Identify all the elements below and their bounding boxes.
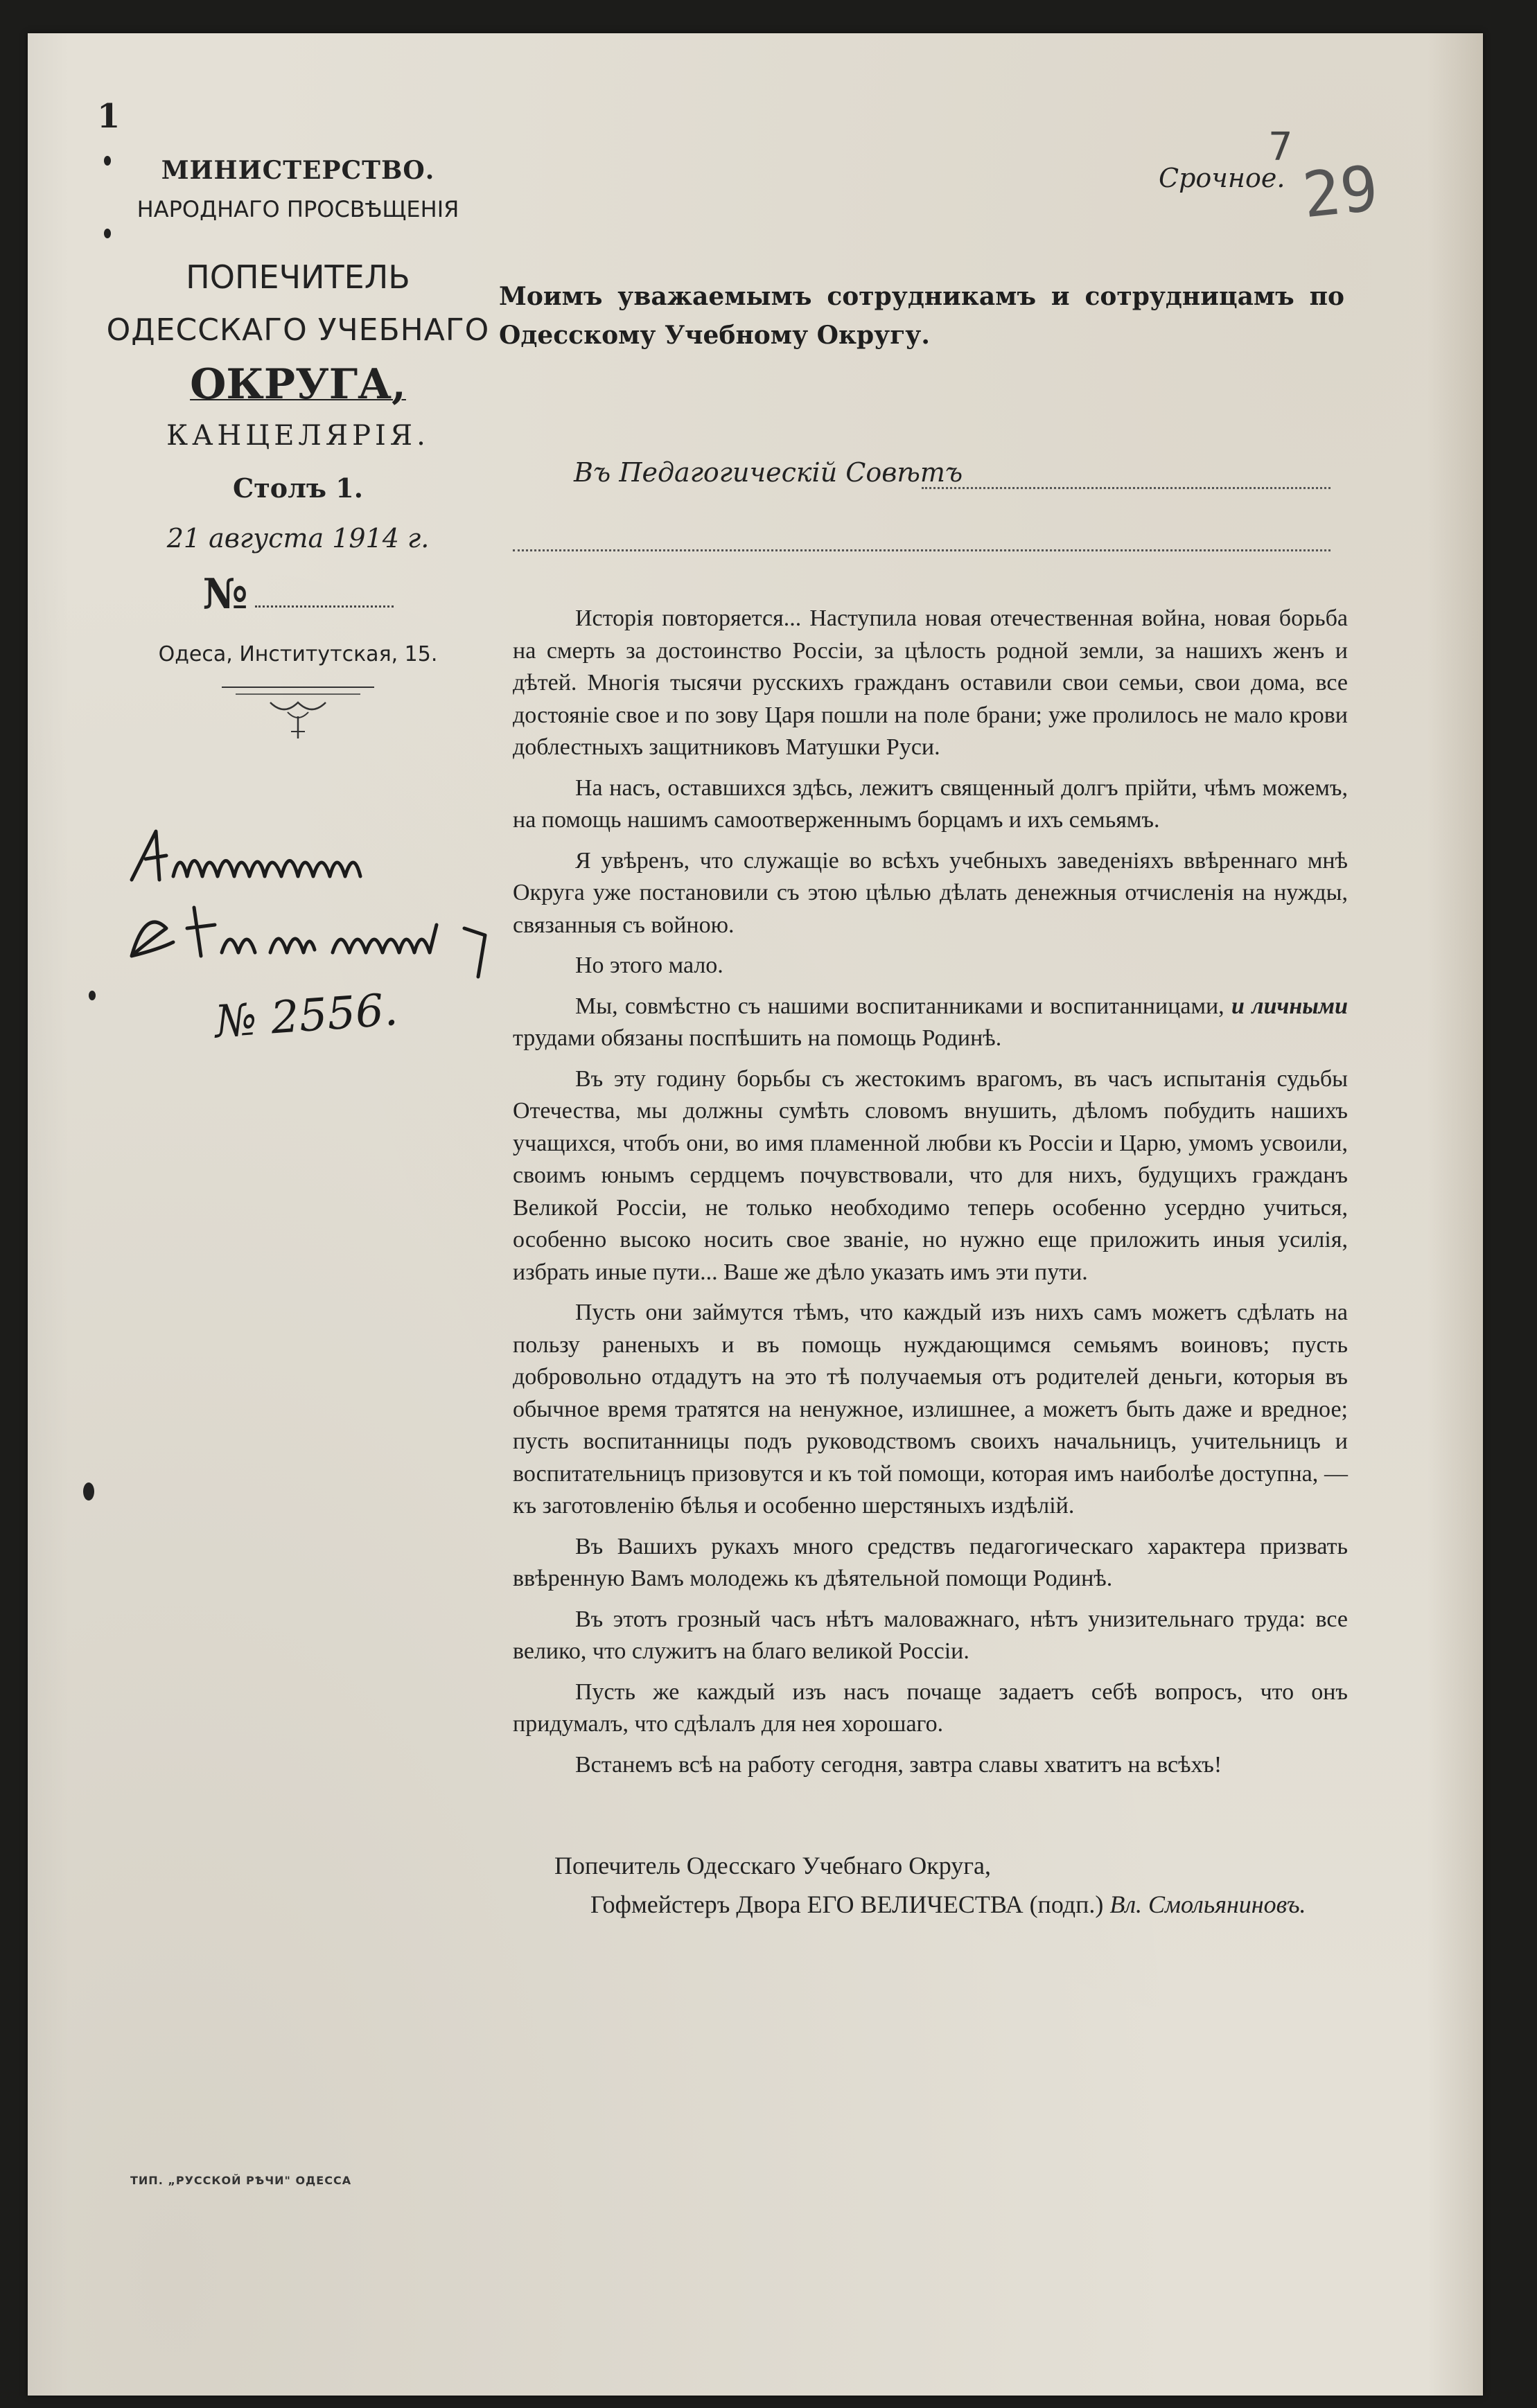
chancellery-title: КАНЦЕЛЯРІЯ. (166, 420, 430, 452)
addressee-dotted-line-2 (513, 549, 1330, 551)
body-text-span: Мы, совмѣстно съ нашими воспитанниками и воспитанницами, (575, 993, 1231, 1019)
addressee-dotted-line (922, 487, 1330, 489)
addressee-line: Въ Педагогическій Совѣтъ (574, 457, 963, 488)
body-paragraph: Встанемъ всѣ на работу сегодня, завтра славы хватитъ на всѣхъ! (575, 1751, 1222, 1778)
folio-top-mark: 7 (1268, 125, 1293, 170)
printer-imprint: ТИП. „РУССКОЙ РѢЧИ" ОДЕССА (130, 2174, 352, 2187)
body-paragraph: Исторія повторяется... Наступила новая отечественная война, новая борьба на смерть за достоинство Россіи, за цѣлость родной земли, за нашихъ женъ и дѣтей. Многія тысячи русскихъ гражданъ оставили свои семьи, свои дома, все достояніе свое и по зову Царя пошли на поле брани; уже пролилось не мало крови доблестныхъ защитниковъ Матушки Руси. (513, 605, 1348, 760)
document-date: 21 августа 1914 г. (166, 523, 430, 554)
letterhead (104, 142, 492, 747)
paper-fold-shadow (1428, 33, 1483, 2396)
corner-mark: 1 (97, 97, 121, 136)
number-dotted-line (255, 605, 394, 608)
body-paragraph: На насъ, оставшихся здѣсь, лежитъ священный долгъ прійти, чѣмъ можемъ, на помощь нашимъ самоотверженнымъ борцамъ и ихъ семьямъ. (513, 774, 1348, 833)
signature-block (554, 1846, 1358, 1924)
ministry-title: МИНИСТЕРСТВО. (161, 156, 435, 185)
body-paragraph: Въ Вашихъ рукахъ много средствъ педагогическаго характера призвать ввѣренную Вамъ молодежь къ дѣятельной помощи Родинѣ. (513, 1533, 1348, 1591)
office-address: Одеса, Институтская, 15. (158, 642, 438, 666)
number-sign: № (202, 570, 248, 619)
body-paragraph: Я увѣренъ, что служащіе во всѣхъ учебныхъ заведеніяхъ ввѣреннаго мнѣ Округа уже постановили съ этою цѣлью дѣлать денежныя отчисленія на нужды, связанныя съ войною. (513, 847, 1348, 938)
urgent-mark: Срочное. (1159, 163, 1285, 193)
body-paragraph: Въ этотъ грозный часъ нѣтъ маловажнаго, нѣтъ унизительнаго труда: все велико, что служитъ на благо великой Россіи. (513, 1606, 1348, 1664)
handwritten-resolution (118, 817, 506, 1053)
trustee-title: ПОПЕЧИТЕЛЬ (186, 258, 410, 296)
outgoing-number-field (104, 570, 492, 619)
document-heading: Моимъ уважаемымъ сотрудникамъ и сотрудницамъ по Одесскому Учебному Округу. (499, 282, 1344, 350)
ornament-flourish (222, 682, 374, 744)
okruga-title: ОКРУГА, (190, 360, 406, 409)
district-title: ОДЕССКАГО УЧЕБНАГО (106, 312, 490, 348)
signature-rank (554, 1885, 1358, 1924)
letter-body (513, 603, 1348, 1789)
binder-hole-mark (89, 991, 96, 1000)
handwritten-number: № 2556. (213, 984, 400, 1049)
body-paragraph-emphasis (513, 991, 1348, 1055)
body-paragraph: Пусть же каждый изъ насъ почаще задаетъ себѣ вопросъ, что онъ придумалъ, что сдѣлалъ для нея хорошаго. (513, 1679, 1348, 1737)
signature-name: Вл. Смольяниновъ. (1109, 1891, 1306, 1918)
body-text-span: трудами обязаны поспѣшить на помощь Родинѣ. (513, 1025, 1002, 1051)
handwritten-scrawl (118, 817, 506, 998)
body-paragraph: Пусть они займутся тѣмъ, что каждый изъ нихъ самъ можетъ сдѣлать на пользу раненыхъ и въ помощь нуждающимся семьямъ воиновъ; пусть добровольно отдадутъ на это тѣ получаемыя отъ родителей деньги, которыя въ обычное время тратятся на ненужное, излишнее, а можетъ быть даже и вредное; пусть воспитанницы подъ руководствомъ своихъ начальницъ, учительницъ и воспитательницъ призовутся и къ той помощи, которая имъ наиболѣе доступна, — къ заготовленію бѣлья и особенно шерстяныхъ издѣлій. (513, 1300, 1348, 1519)
body-emphasis-span: и личными (1231, 993, 1348, 1019)
folio-number: 29 (1299, 152, 1382, 233)
ministry-subtitle: НАРОДНАГО ПРОСВѢЩЕНІЯ (137, 196, 459, 222)
signature-title: Попечитель Одесскаго Учебнаго Округа, (554, 1852, 992, 1879)
signature-rank-text: Гофмейстеръ Двора ЕГО ВЕЛИЧЕСТВА (подп.) (590, 1891, 1104, 1918)
body-paragraph: Въ эту годину борьбы съ жестокимъ врагомъ, въ часъ испытанія судьбы Отечества, мы должны сумѣть словомъ внушить, дѣломъ побудить нашихъ учащихся, чтобъ они, во имя пламенной любви къ Россіи и Царю, умомъ усвоили, своимъ юнымъ сердцемъ почувствовали, что для нихъ, будущихъ гражданъ Великой Россіи, не только необходимо теперь особенно усердно учиться, особенно высоко носить свое званіе, но нужно еще приложить иныя усилія, избрать иные пути... Ваше же дѣло указать имъ эти пути. (513, 1065, 1348, 1285)
body-paragraph: Но этого мало. (575, 953, 723, 978)
desk-number: Столъ 1. (233, 472, 363, 504)
binder-hole-mark (83, 1482, 94, 1500)
